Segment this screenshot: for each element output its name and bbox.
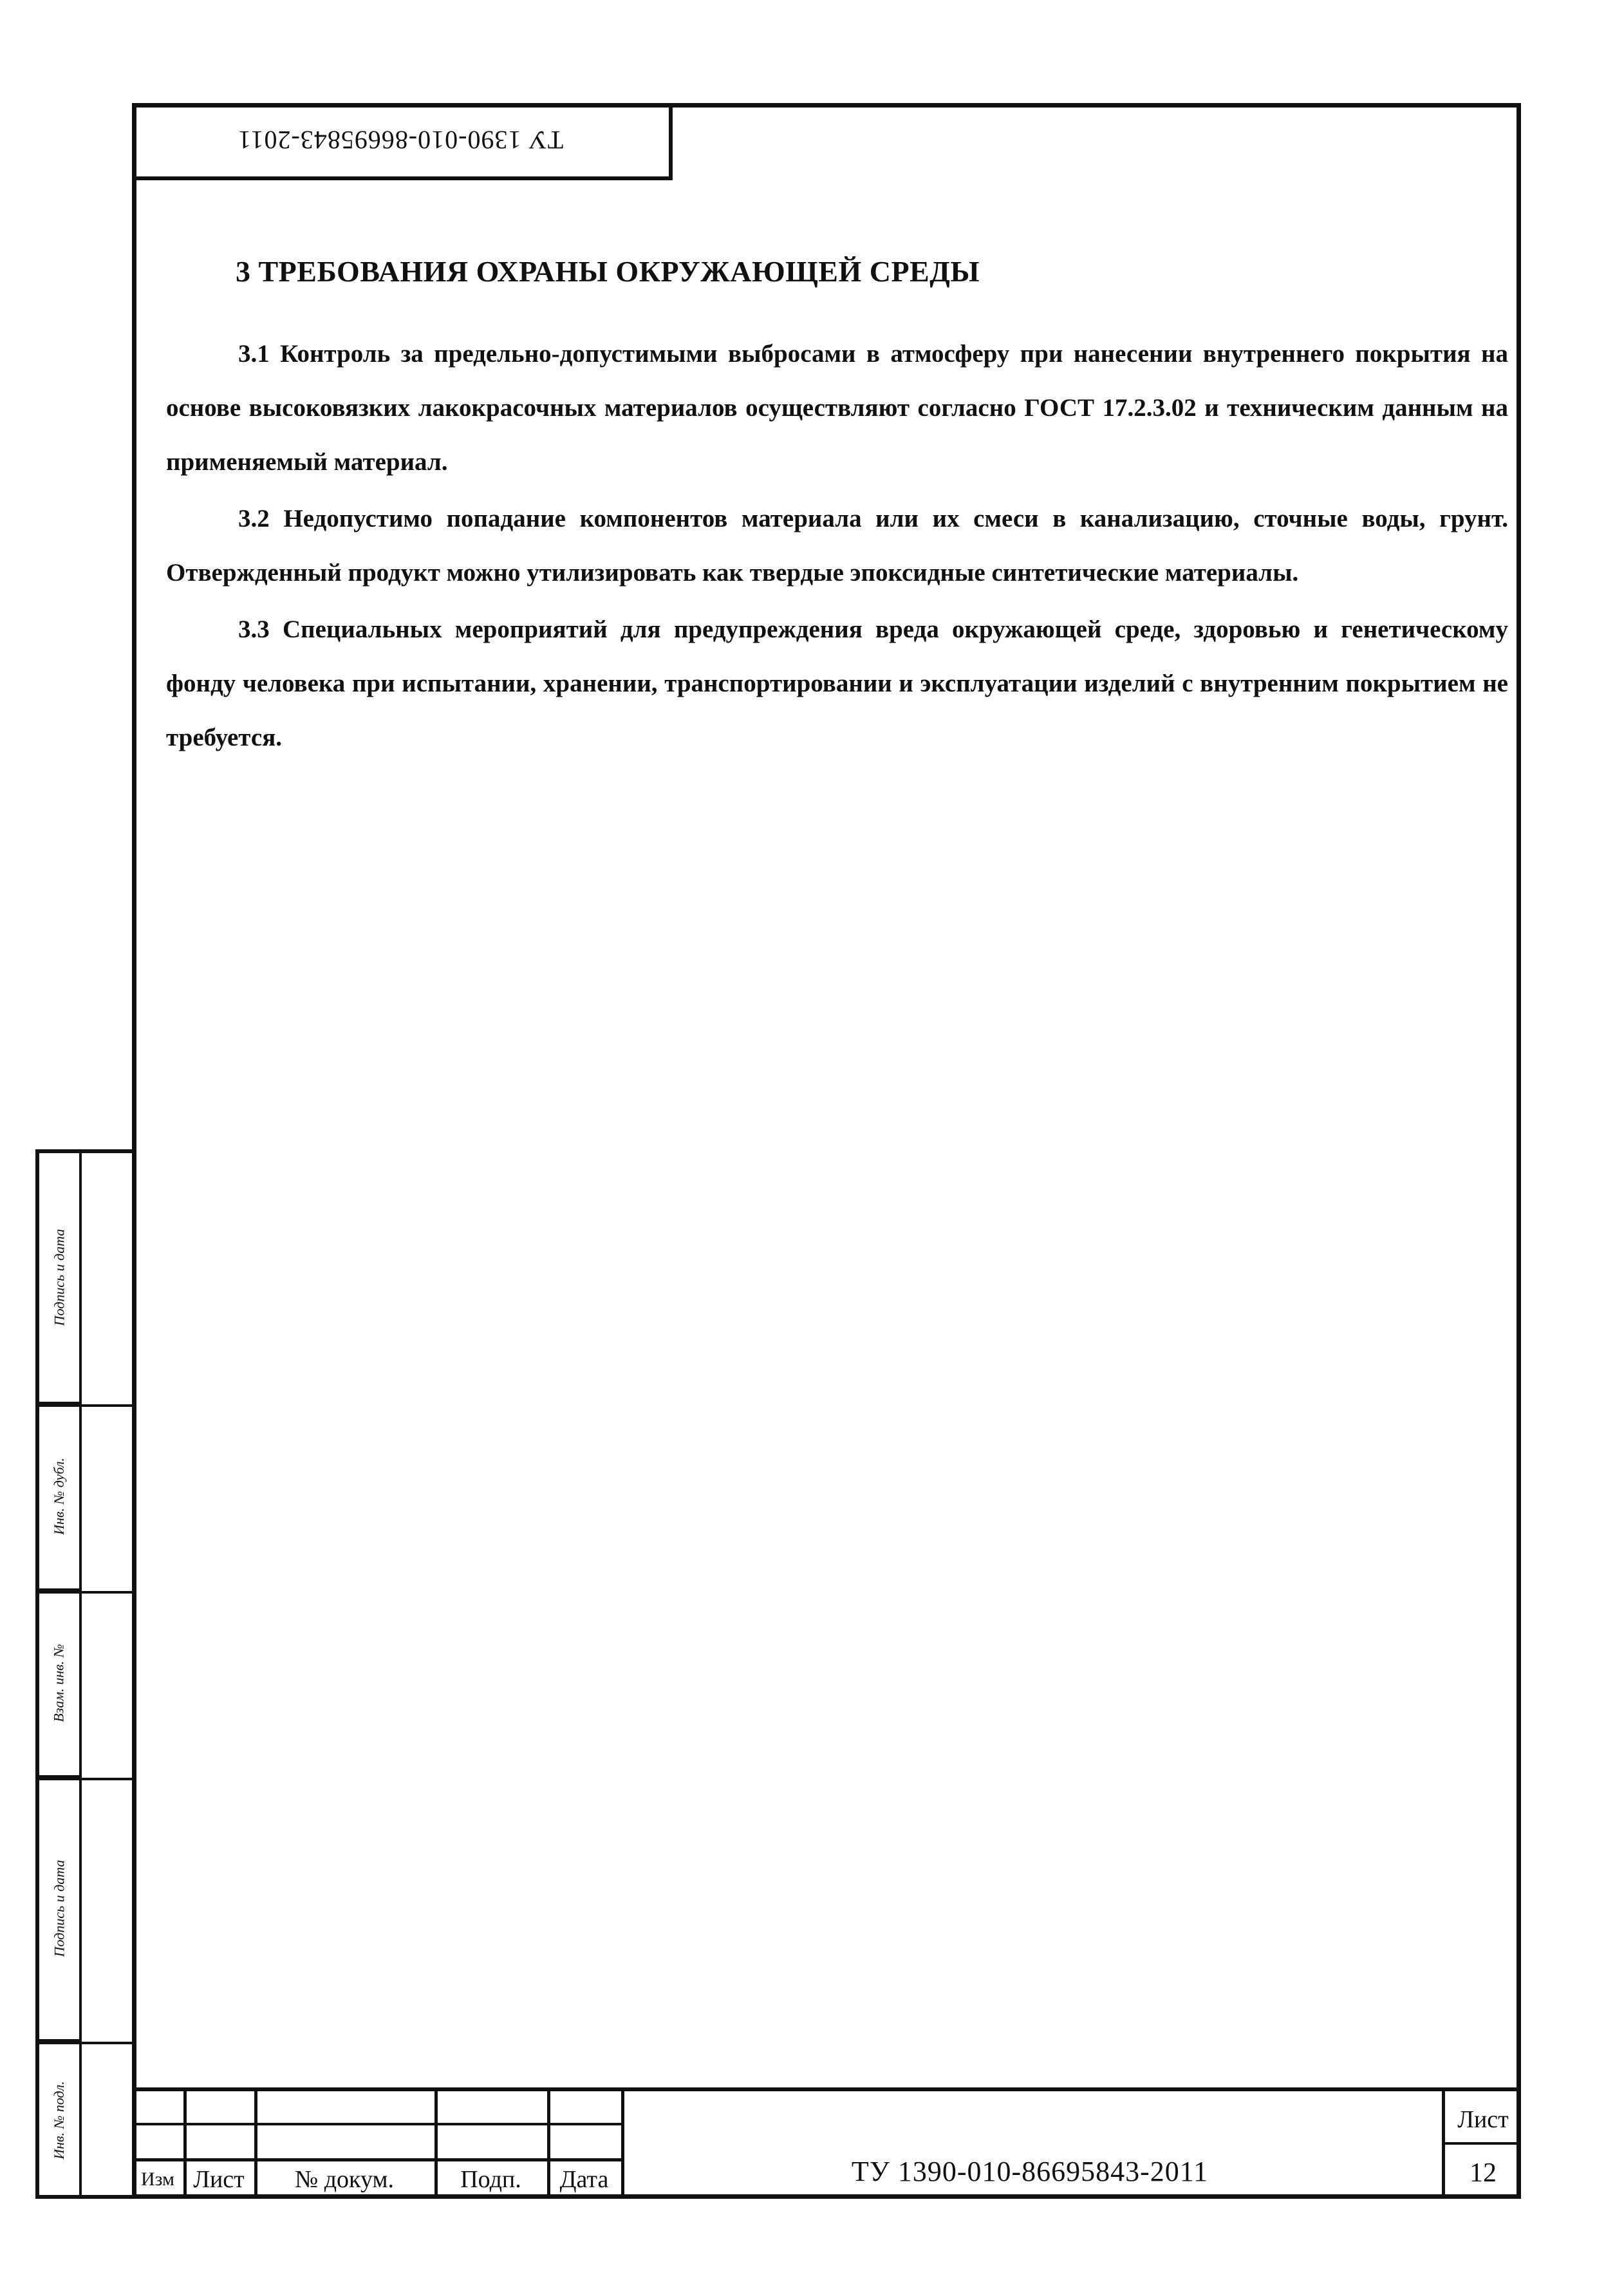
side-binding-strip [35,1149,132,2199]
side-cell-replace-inv [39,1591,79,1778]
sheet-number: 12 [1470,2158,1497,2188]
document-code: ТУ 1390-010-86695843-2011 [851,2155,1209,2187]
col-label-izm: Изм [140,2168,175,2190]
side-label: Инв. № подл. [51,2081,67,2160]
side-cell-dup-inv [39,1404,79,1591]
top-code-text: ТУ 1390-010-86695843-2011 [237,125,564,155]
title-block [132,2087,1521,2199]
top-code-stamp [132,103,673,180]
side-label: Подпись и дата [51,1859,68,1957]
paragraph-3-2: 3.2 Недопустимо попадание компонентов материала или их смеси в канализацию, сточные воды, грунт. Отвержденный продукт можно утилизировать как твердые эпоксидные синтетические материалы. [166,505,1508,587]
sheet-label: Лист [1457,2106,1509,2133]
col-label-doc-number: № докум. [294,2165,395,2193]
side-divider [39,1778,136,1780]
side-label: Инв. № дубл. [51,1458,67,1535]
side-label: Взам. инв. № [51,1644,67,1722]
side-divider [39,2042,136,2044]
side-divider [39,1591,136,1594]
col-label-date: Дата [559,2165,609,2193]
side-label-column [39,1153,82,2195]
side-label: Подпись и дата [51,1228,68,1326]
side-cell-signature-date-1 [39,1153,79,1404]
side-cell-signature-date-2 [39,1778,79,2042]
col-label-list: Лист [193,2165,245,2193]
side-cell-orig-inv [39,2042,79,2199]
section-heading: 3 ТРЕБОВАНИЯ ОХРАНЫ ОКРУЖАЮЩЕЙ СРЕДЫ [236,255,980,288]
col-label-signature: Подп. [460,2165,521,2193]
paragraph-3-1: 3.1 Контроль за предельно-допустимыми выбросами в атмосферу при нанесении внутреннего покрытия на основе высоковязких лакокрасочных материалов осуществляют согласно ГОСТ 17.2.3.02 и техническим данным на применяемый материал. [166,340,1508,476]
sheet-box-line [1445,2142,1521,2145]
paragraph-3-3: 3.3 Специальных мероприятий для предупреждения вреда окружающей среде, здоровью и генетическому фонду человека при испытании, хранении, транспортировании и эксплуатации изделий с внутренним покрытием не требуется. [166,616,1508,751]
side-divider [39,1404,136,1407]
title-block-top-line [132,2087,1521,2091]
document-body [166,254,1508,767]
